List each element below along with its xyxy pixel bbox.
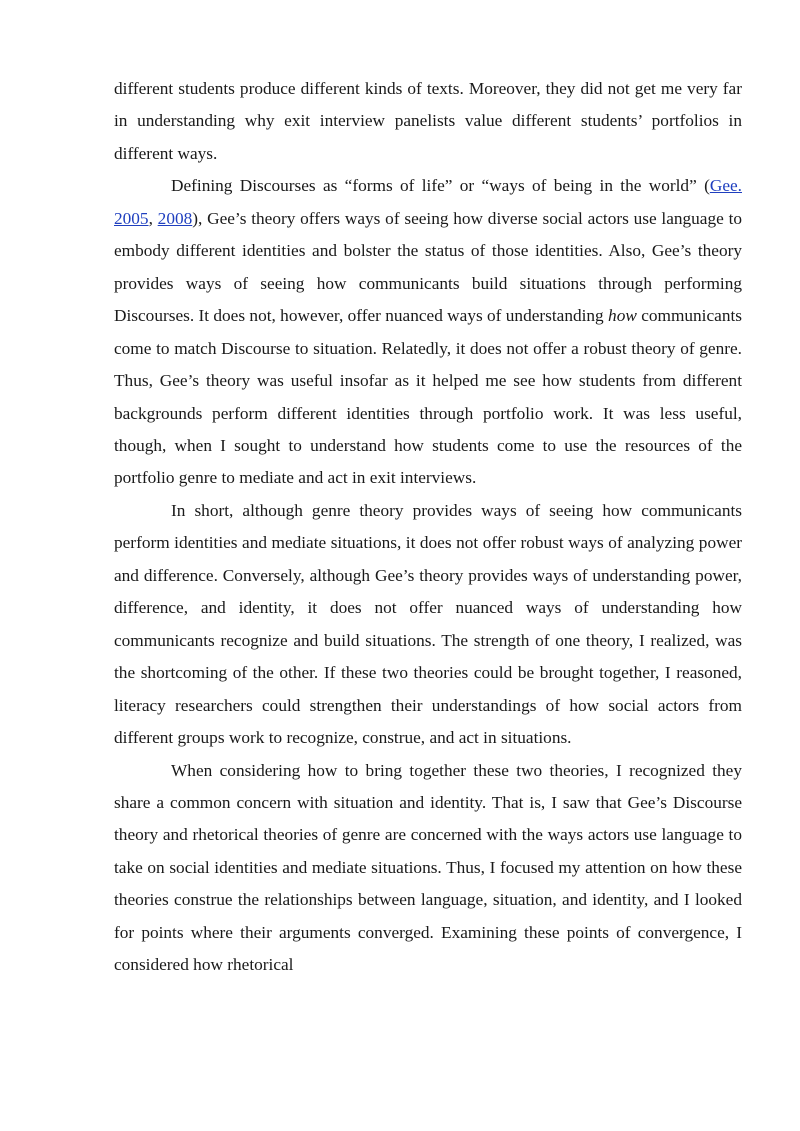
paragraph-3: [114, 495, 742, 755]
paragraph-4-text: When considering how to bring together these two theories, I recognized they share a common concern with situation and identity. That is, I saw that Gee’s Discourse theory and rhetorical theories of genre are concerned with the ways actors use language to take on social identities and mediate situations. Thus, I focused my attention on how these theories construe the relationships between language, situation, and identity, and I looked for points where their arguments converged. Examining these points of convergence, I considered how rhetorical: [114, 760, 742, 975]
paragraph-4: [114, 755, 742, 982]
paragraph-3-text: In short, although genre theory provides ways of seeing how communicants perform identities and mediate situations, it does not offer robust ways of analyzing power and difference. Conversely, although Gee’s theory provides ways of understanding power, difference, and identity, it does not offer nuanced ways of understanding how communicants recognize and build situations. The strength of one theory, I realized, was the shortcoming of the other. If these two theories could be brought together, I reasoned, literacy researchers could strengthen their understandings of how social actors from different groups work to recognize, construe, and act in situations.: [114, 500, 742, 748]
paragraph-2-middle: ), Gee’s theory offers ways of seeing how diverse social actors use language to embody different identities and bolster the status of those identities. Also, Gee’s theory provides ways of seeing how communicants build situations through performing Discourses. It does not, however, offer nuanced ways of understanding: [114, 208, 743, 326]
citation-link-2008[interactable]: 2008: [157, 208, 193, 228]
paragraph-2-before: Defining Discourses as “forms of life” or “ways of being in the world” (: [171, 176, 710, 196]
citation-link-gee-2005[interactable]: Gee. 2005: [114, 176, 742, 228]
body-text: [114, 73, 742, 982]
paragraph-2: [114, 170, 742, 495]
citation-separator: ,: [148, 208, 158, 228]
paragraph-1: [114, 73, 742, 170]
paragraph-1-text: different students produce different kinds of texts. Moreover, they did not get me very far in understanding why exit interview panelists value different students’ portfolios in different ways.: [114, 79, 742, 163]
emphasis-how: how: [608, 306, 637, 326]
paragraph-2-after: communicants come to match Discourse to situation. Relatedly, it does not offer a robust theory of genre. Thus, Gee’s theory was useful insofar as it helped me see how students from different backgrounds perform different identities through portfolio work. It was less useful, though, when I sought to understand how students come to use the resources of the portfolio genre to mediate and act in exit interviews.: [114, 306, 742, 488]
